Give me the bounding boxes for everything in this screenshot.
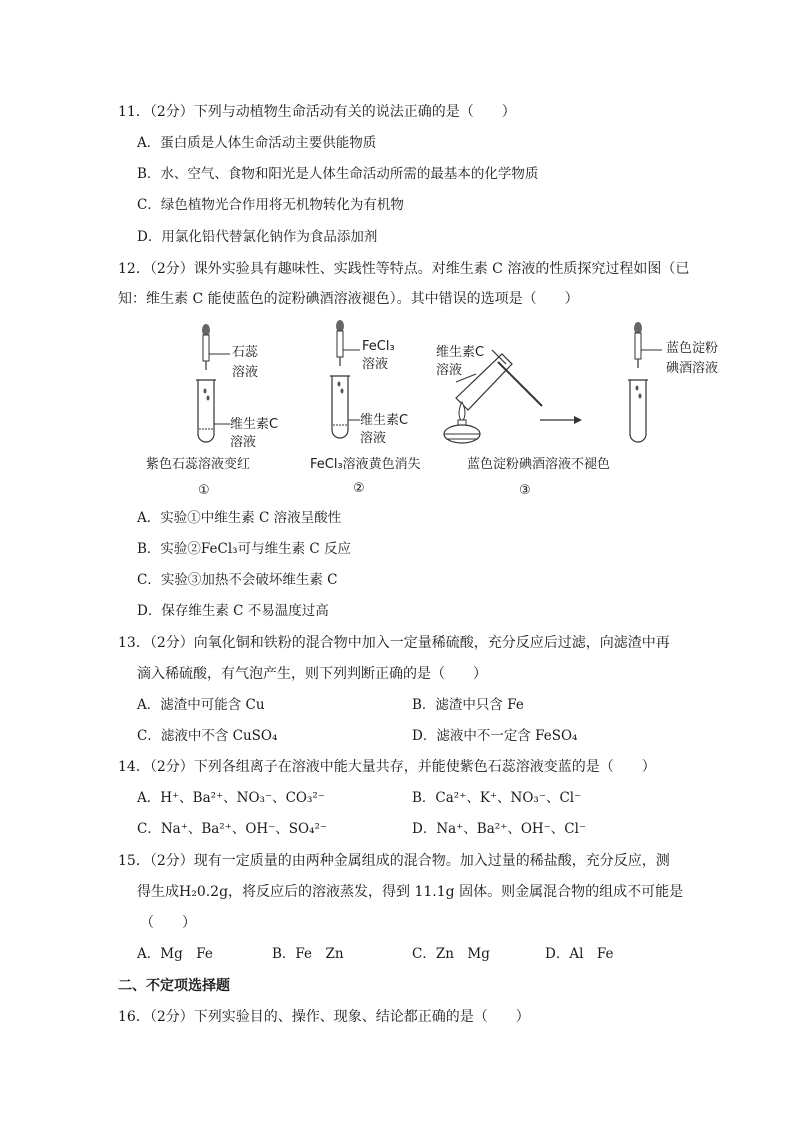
q11-option-b: B．水、空气、食物和阳光是人体生命活动所需的最基本的化学物质 <box>137 166 539 182</box>
exp2-test-tube <box>330 376 360 438</box>
exp2-dropper-label-1: FeCl₃ <box>362 339 395 354</box>
q12-option-b: B．实验②FeCl₃可与维生素 C 反应 <box>137 541 352 557</box>
q11-stem: 11．（2分）下列与动植物生命活动有关的说法正确的是（ ） <box>118 104 516 120</box>
q15-stem-line3: （ ） <box>140 915 196 931</box>
q14-option-b: B．Ca²⁺、K⁺、NO₃⁻、Cl⁻ <box>412 790 582 806</box>
q15-option-d: D．Al Fe <box>545 946 614 962</box>
exp1-tube-label-1: 维生素C <box>230 417 279 432</box>
q15-option-c: C．Zn Mg <box>412 946 490 962</box>
q12-figure <box>130 318 750 503</box>
q14-stem: 14．（2分）下列各组离子在溶液中能大量共存，并能使紫色石蕊溶液变蓝的是（ ） <box>118 759 656 775</box>
q14-option-a: A．H⁺、Ba²⁺、NO₃⁻、CO₃²⁻ <box>137 790 325 806</box>
exp1-tube-label-2: 溶液 <box>230 435 257 450</box>
q12-stem-line1: 12．（2分）课外实验具有趣味性、实践性等特点。对维生素 C 溶液的性质探究过程如图（已 <box>118 261 690 277</box>
exp3-dropper-label-1: 蓝色淀粉 <box>666 341 719 356</box>
q13-option-a: A．滤渣中可能含 Cu <box>137 697 265 713</box>
q13-option-c: C．滤液中不含 CuSO₄ <box>137 728 278 744</box>
q11-option-c: C．绿色植物光合作用将无机物转化为有机物 <box>137 197 404 213</box>
exp2-tube-label-1: 维生素C <box>360 413 409 428</box>
section-title: 二、不定项选择题 <box>118 978 230 994</box>
exp1-dropper <box>202 324 230 370</box>
q12-option-c: C．实验③加热不会破坏维生素 C <box>137 572 338 588</box>
q16-stem: 16．（2分）下列实验目的、操作、现象、结论都正确的是（ ） <box>118 1009 530 1025</box>
exp3-label-2: 溶液 <box>436 363 463 378</box>
exp3-caption: 蓝色淀粉碘酒溶液不褪色 <box>467 457 611 472</box>
exp2-dropper-label-2: 溶液 <box>362 357 389 372</box>
exp1-number: ① <box>198 483 210 498</box>
q11-option-d: D．用氯化铅代替氯化钠作为食品添加剂 <box>137 229 378 245</box>
exp2-number: ② <box>353 481 365 496</box>
q12-stem-line2: 知：维生素 C 能使蓝色的淀粉碘酒溶液褪色）。其中错误的选项是（ ） <box>118 291 579 307</box>
arrow-icon <box>540 416 582 424</box>
q11-option-a: A．蛋白质是人体生命活动主要供能物质 <box>137 135 377 151</box>
q14-option-d: D．Na⁺、Ba²⁺、OH⁻、Cl⁻ <box>412 821 587 837</box>
exp2-dropper <box>336 320 360 366</box>
q15-option-a: A．Mg Fe <box>137 946 213 962</box>
exp2-caption: FeCl₃溶液黄色消失 <box>310 457 421 472</box>
exp1-caption: 紫色石蕊溶液变红 <box>146 457 251 472</box>
q13-option-b: B．滤渣中只含 Fe <box>412 697 524 713</box>
q15-stem-line1: 15．（2分）现有一定质量的由两种金属组成的混合物。加入过量的稀盐酸，充分反应，测 <box>118 853 670 869</box>
exp3-dropper <box>634 322 662 368</box>
exp3-dropper-label-2: 碘酒溶液 <box>666 361 719 376</box>
q15-option-b: B．Fe Zn <box>272 946 344 962</box>
q14-option-c: C．Na⁺、Ba²⁺、OH⁻、SO₄²⁻ <box>137 821 328 837</box>
q13-stem-line1: 13．（2分）向氧化铜和铁粉的混合物中加入一定量稀硫酸，充分反应后过滤，向滤渣中再 <box>118 635 670 651</box>
exp2-tube-label-2: 溶液 <box>360 431 387 446</box>
q15-stem-line2: 得生成H₂0.2g，将反应后的溶液蒸发，得到 11.1g 固体。则金属混合物的组成不可能是 <box>137 884 684 900</box>
exp1-test-tube <box>196 380 230 442</box>
q12-option-a: A．实验①中维生素 C 溶液呈酸性 <box>137 510 342 526</box>
exp1-dropper-label-1: 石蕊 <box>232 345 259 360</box>
q13-stem-line2: 滴入稀硫酸，有气泡产生，则下列判断正确的是（ ） <box>137 666 487 682</box>
exp3-label-1: 维生素C <box>436 345 485 360</box>
exp1-dropper-label-2: 溶液 <box>232 365 259 380</box>
exp3-test-tube <box>628 380 648 442</box>
exp3-number: ③ <box>519 483 531 498</box>
q12-option-d: D．保存维生素 C 不易温度过高 <box>137 603 329 619</box>
q13-option-d: D．滤液中不一定含 FeSO₄ <box>412 728 578 744</box>
